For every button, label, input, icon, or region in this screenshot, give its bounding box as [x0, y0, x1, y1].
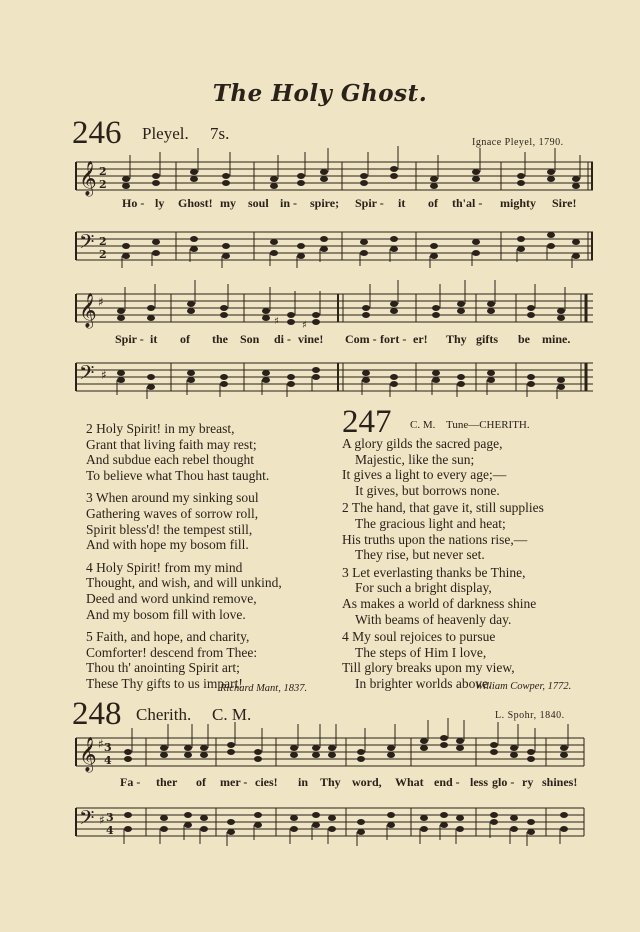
verse-3	[86, 490, 282, 552]
lyric-syllable: less	[470, 775, 488, 789]
verse-line: It gives a light to every age;—	[342, 467, 507, 483]
hymn-248-tune: Cherith.	[136, 705, 192, 724]
hymn-248-treble-staff	[76, 728, 596, 778]
hymn-246-meter: 7s.	[210, 124, 230, 143]
verse-line: In brighter worlds above.	[355, 675, 492, 691]
hymn-247-author: William Cowper, 1772.	[475, 681, 572, 692]
lyric-syllable: spire;	[310, 196, 340, 210]
lyric-syllable: of	[196, 775, 206, 789]
verse-2	[342, 500, 544, 562]
lyric-syllable: gifts	[476, 332, 498, 346]
verse-line: A glory gilds the sacred page,	[342, 436, 503, 451]
hymn-247-meter: C. M.	[410, 419, 436, 431]
verse-line: And subdue each rebel thought	[86, 452, 254, 468]
verse-line: Deed and word unkind remove,	[86, 590, 257, 606]
svg-text:𝄢: 𝄢	[79, 806, 95, 834]
svg-text:𝄢: 𝄢	[79, 361, 95, 389]
lyric-syllable: ry	[522, 775, 534, 789]
lyric-syllable: Ho -	[122, 196, 145, 210]
hymn-248-bass-staff	[76, 800, 596, 850]
verse-line: 5 Faith, and hope, and charity,	[86, 629, 250, 645]
verse-line: 3 When around my sinking soul	[86, 490, 259, 506]
lyric-syllable: it	[398, 196, 406, 210]
lyric-syllable: Sire!	[552, 196, 577, 210]
lyric-syllable: What	[395, 775, 424, 789]
lyric-syllable: mer -	[220, 775, 248, 789]
svg-text:𝄞: 𝄞	[79, 293, 97, 328]
verse-line: Thought, and wish, and will unkind,	[86, 575, 282, 591]
hymn-246-bass-staff-2	[76, 355, 596, 405]
verse-line: And my bosom fill with love.	[86, 606, 246, 622]
verse-line: Majestic, like the sun;	[355, 451, 475, 467]
hymn-247-number: 247	[342, 404, 392, 440]
verse-line: For such a bright display,	[355, 580, 492, 596]
svg-text:2: 2	[99, 235, 107, 248]
hymn-246-lyrics-line-2	[0, 332, 640, 348]
verse-line: To believe what Thou hast taught.	[86, 467, 270, 483]
svg-text:𝄞: 𝄞	[79, 737, 97, 772]
verse-1	[342, 436, 544, 498]
hymn-248-meter: C. M.	[212, 705, 252, 724]
lyric-syllable: th'al -	[452, 196, 483, 210]
svg-text:♯: ♯	[274, 316, 279, 327]
lyric-syllable: in -	[280, 196, 298, 210]
verse-line: 2 Holy Spirit! in my breast,	[86, 421, 235, 436]
lyric-syllable: Com -	[345, 332, 377, 346]
lyric-syllable: Ghost!	[178, 196, 213, 210]
verse-line: The steps of Him I love,	[355, 644, 487, 660]
hymn-248-number: 248	[72, 696, 122, 732]
svg-text:4: 4	[106, 824, 114, 837]
verse-line: Till glory breaks upon my view,	[342, 660, 515, 676]
lyric-syllable: mighty	[500, 196, 536, 210]
hymn-246-tune: Pleyel.	[142, 124, 189, 143]
lyric-syllable: of	[428, 196, 438, 210]
verse-line: Comforter! descend from Thee:	[86, 644, 258, 660]
verse-line: It gives, but borrows none.	[355, 482, 500, 498]
lyric-syllable: Fa -	[120, 775, 141, 789]
verse-line: They rise, but never set.	[355, 547, 485, 563]
lyric-syllable: cies!	[255, 775, 278, 789]
lyric-syllable: vine!	[298, 332, 324, 346]
lyric-syllable: my	[220, 196, 236, 210]
lyric-syllable: Spir -	[355, 196, 384, 210]
svg-text:2: 2	[99, 248, 107, 261]
verse-line: These Thy gifts to us impart!	[86, 675, 243, 691]
lyric-syllable: of	[180, 332, 190, 346]
lyric-syllable: it	[150, 332, 158, 346]
lyric-syllable: Thy	[320, 775, 341, 789]
verse-line: 3 Let everlasting thanks be Thine,	[342, 564, 526, 580]
hymn-246-bass-staff-1	[76, 222, 596, 272]
svg-text:4: 4	[104, 754, 112, 767]
verse-line: With beams of heavenly day.	[355, 611, 512, 627]
svg-text:2: 2	[99, 178, 107, 191]
hymn-246-verses	[86, 421, 282, 692]
svg-text:♯: ♯	[302, 320, 307, 331]
verse-line: His truths upon the nations rise,—	[342, 531, 528, 547]
svg-text:♯: ♯	[101, 368, 107, 382]
svg-text:♯: ♯	[99, 813, 105, 827]
hymn-246-lyrics-line-1	[0, 196, 640, 212]
verse-line: As makes a world of darkness shine	[342, 595, 537, 611]
lyric-syllable: word,	[352, 775, 382, 789]
svg-text:𝄢: 𝄢	[79, 230, 95, 258]
svg-text:3: 3	[104, 741, 112, 754]
lyric-syllable: Spir -	[115, 332, 144, 346]
svg-text:𝄞: 𝄞	[79, 161, 97, 196]
hymn-246-number: 246	[72, 115, 122, 151]
verse-line: The gracious light and heat;	[355, 515, 506, 531]
verse-line: Thou th' anointing Spirit art;	[86, 660, 240, 676]
lyric-syllable: di -	[274, 332, 292, 346]
verse-line: Gathering waves of sorrow roll,	[86, 505, 259, 521]
hymn-248-lyrics	[0, 775, 640, 791]
hymn-247-tune: Tune—CHERITH.	[446, 419, 530, 431]
lyric-syllable: Son	[240, 332, 260, 346]
lyric-syllable: end -	[434, 775, 460, 789]
lyric-syllable: soul	[248, 196, 269, 210]
hymn-248-composer: L. Spohr, 1840.	[495, 710, 565, 721]
hymn-246-composer: Ignace Pleyel, 1790.	[472, 137, 564, 148]
verse-line: Grant that living faith may rest;	[86, 436, 257, 452]
verse-2	[86, 421, 282, 483]
svg-text:2: 2	[99, 165, 107, 178]
lyric-syllable: be	[518, 332, 530, 346]
lyric-syllable: Thy	[446, 332, 467, 346]
lyric-syllable: ther	[156, 775, 178, 789]
lyric-syllable: glo -	[492, 775, 515, 789]
verse-line: 2 The hand, that gave it, still supplies	[342, 500, 544, 516]
lyric-syllable: ly	[155, 196, 165, 210]
lyric-syllable: fort -	[380, 332, 407, 346]
verse-3	[342, 565, 544, 627]
hymn-246-treble-staff-2	[76, 284, 596, 334]
verse-line: Spirit bless'd! the tempest still,	[86, 521, 253, 537]
lyric-syllable: in	[298, 775, 309, 789]
section-title: The Holy Ghost.	[212, 80, 428, 107]
verse-line: 4 Holy Spirit! from my mind	[86, 559, 243, 575]
svg-text:♯: ♯	[98, 737, 104, 751]
verse-line: 4 My soul rejoices to pursue	[342, 629, 496, 645]
verse-line: And with hope my bosom fill.	[86, 537, 249, 553]
verse-4	[86, 560, 282, 622]
svg-text:♯: ♯	[98, 295, 104, 309]
lyric-syllable: the	[212, 332, 228, 346]
svg-text:3: 3	[106, 811, 114, 824]
hymn-246-author: Richard Mant, 1837.	[220, 683, 308, 694]
lyric-syllable: er!	[413, 332, 428, 346]
hymn-247-verses	[342, 436, 544, 692]
hymn-246-treble-staff-1	[76, 150, 596, 200]
lyric-syllable: shines!	[542, 775, 578, 789]
lyric-syllable: mine.	[542, 332, 571, 346]
